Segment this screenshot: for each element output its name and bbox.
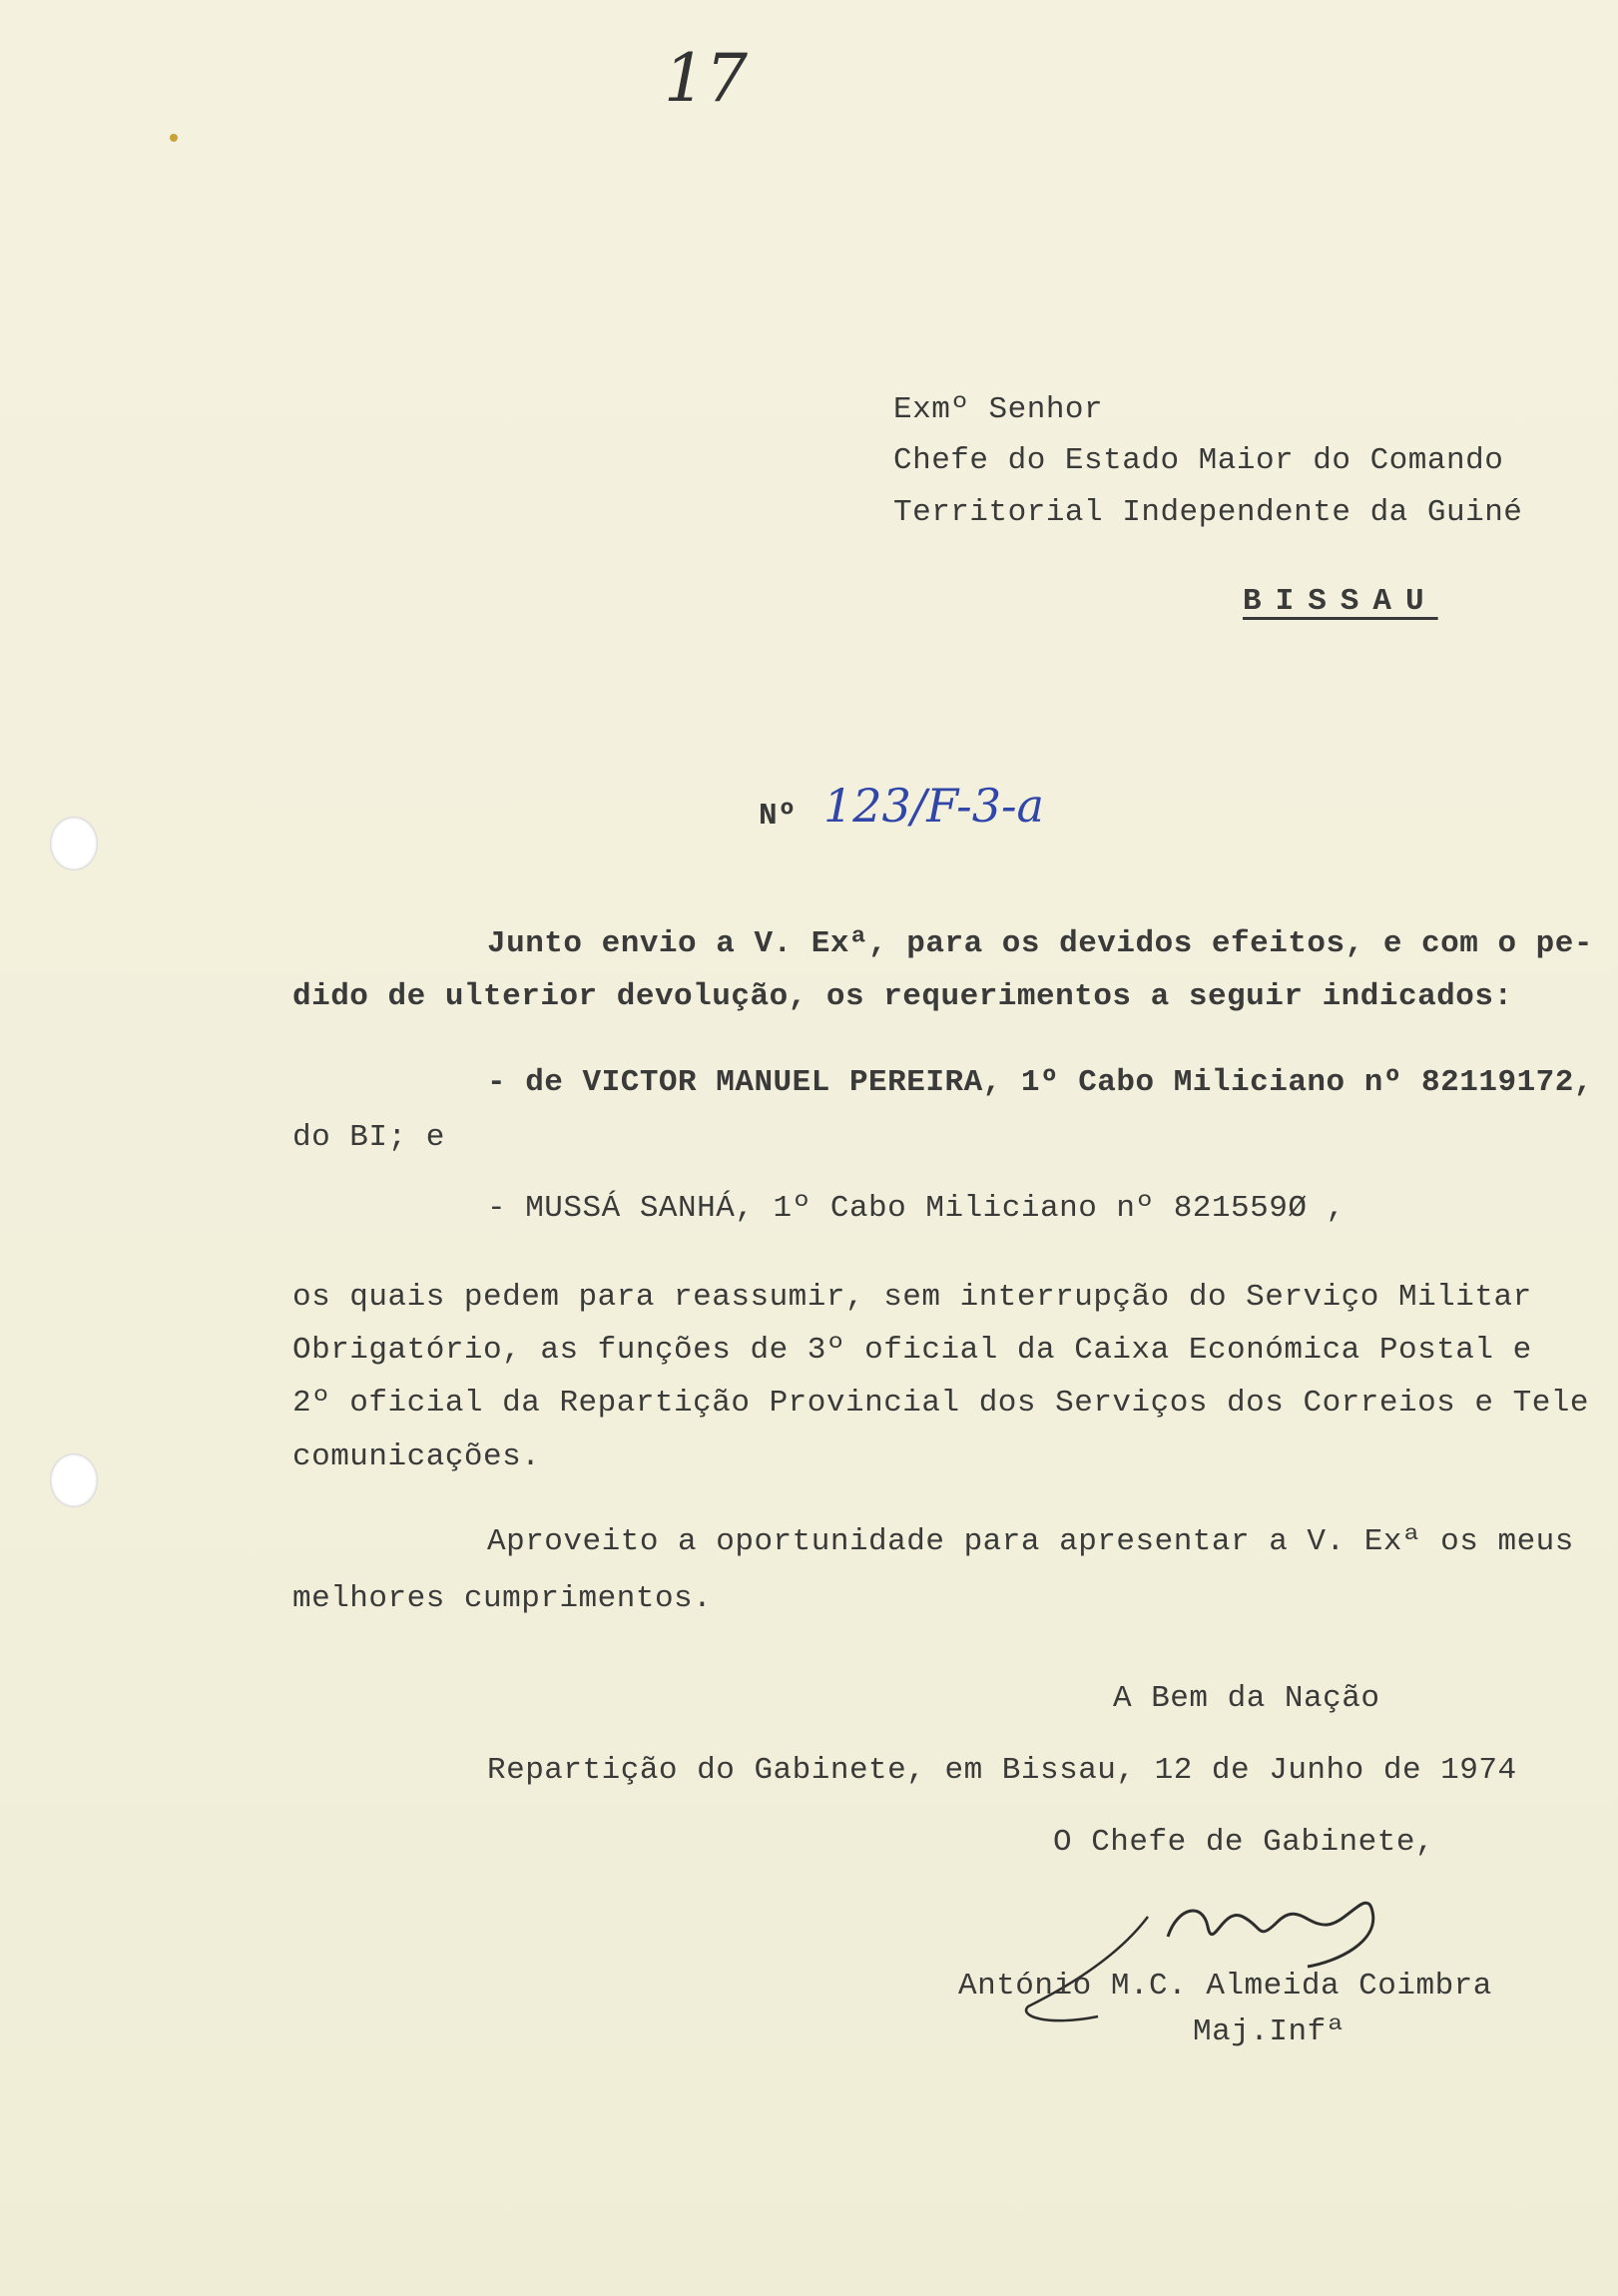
paragraph-3-line-2: melhores cumprimentos. [292,1581,713,1616]
paragraph-1-line-2: dido de ulterior devolução, os requerimentos a seguir indicados: [292,979,1513,1014]
paragraph-3-line-1: Aproveito a oportunidade para apresentar a V. Exª os meus [487,1524,1574,1559]
closing-place-date: Repartição do Gabinete, em Bissau, 12 de Junho de 1974 [487,1753,1517,1788]
paragraph-2-line-3: 2º oficial da Repartição Provincial dos Serviços dos Correios e Tele [292,1386,1590,1421]
punch-hole-bottom [50,1453,98,1507]
punch-hole-top [50,817,98,870]
list-item-2: - MUSSÁ SANHÁ, 1º Cabo Miliciano nº 821559Ø , [487,1191,1346,1226]
list-item-1-line-1: - de VICTOR MANUEL PEREIRA, 1º Cabo Miliciano nº 82119172, [487,1065,1593,1100]
page-number-mark: 17 [664,40,748,117]
paper-speck [170,134,178,142]
addressee-line-1: Chefe do Estado Maior do Comando [893,443,1504,478]
signatory-rank: Maj.Infª [1193,2014,1346,2049]
reference-prefix: Nº [759,799,798,834]
closing-motto: A Bem da Nação [1113,1681,1380,1716]
paragraph-2-line-4: comunicações. [292,1439,541,1474]
addressee-city: BISSAU [1243,584,1438,619]
addressee-line-2: Territorial Independente da Guiné [893,495,1523,530]
paragraph-2-line-2: Obrigatório, as funções de 3º oficial da Caixa Económica Postal e [292,1333,1532,1368]
reference-number-handwritten: 123/F-3-a [823,779,1044,833]
paragraph-2-line-1: os quais pedem para reassumir, sem interrupção do Serviço Militar [292,1280,1532,1315]
paragraph-1-line-1: Junto envio a V. Exª, para os devidos efeitos, e com o pe- [487,926,1593,961]
signatory-name: António M.C. Almeida Coimbra [958,1969,1492,2004]
addressee-salutation: Exmº Senhor [893,392,1104,427]
list-item-1-line-2: do BI; e [292,1120,445,1155]
closing-role: O Chefe de Gabinete, [1053,1825,1435,1860]
